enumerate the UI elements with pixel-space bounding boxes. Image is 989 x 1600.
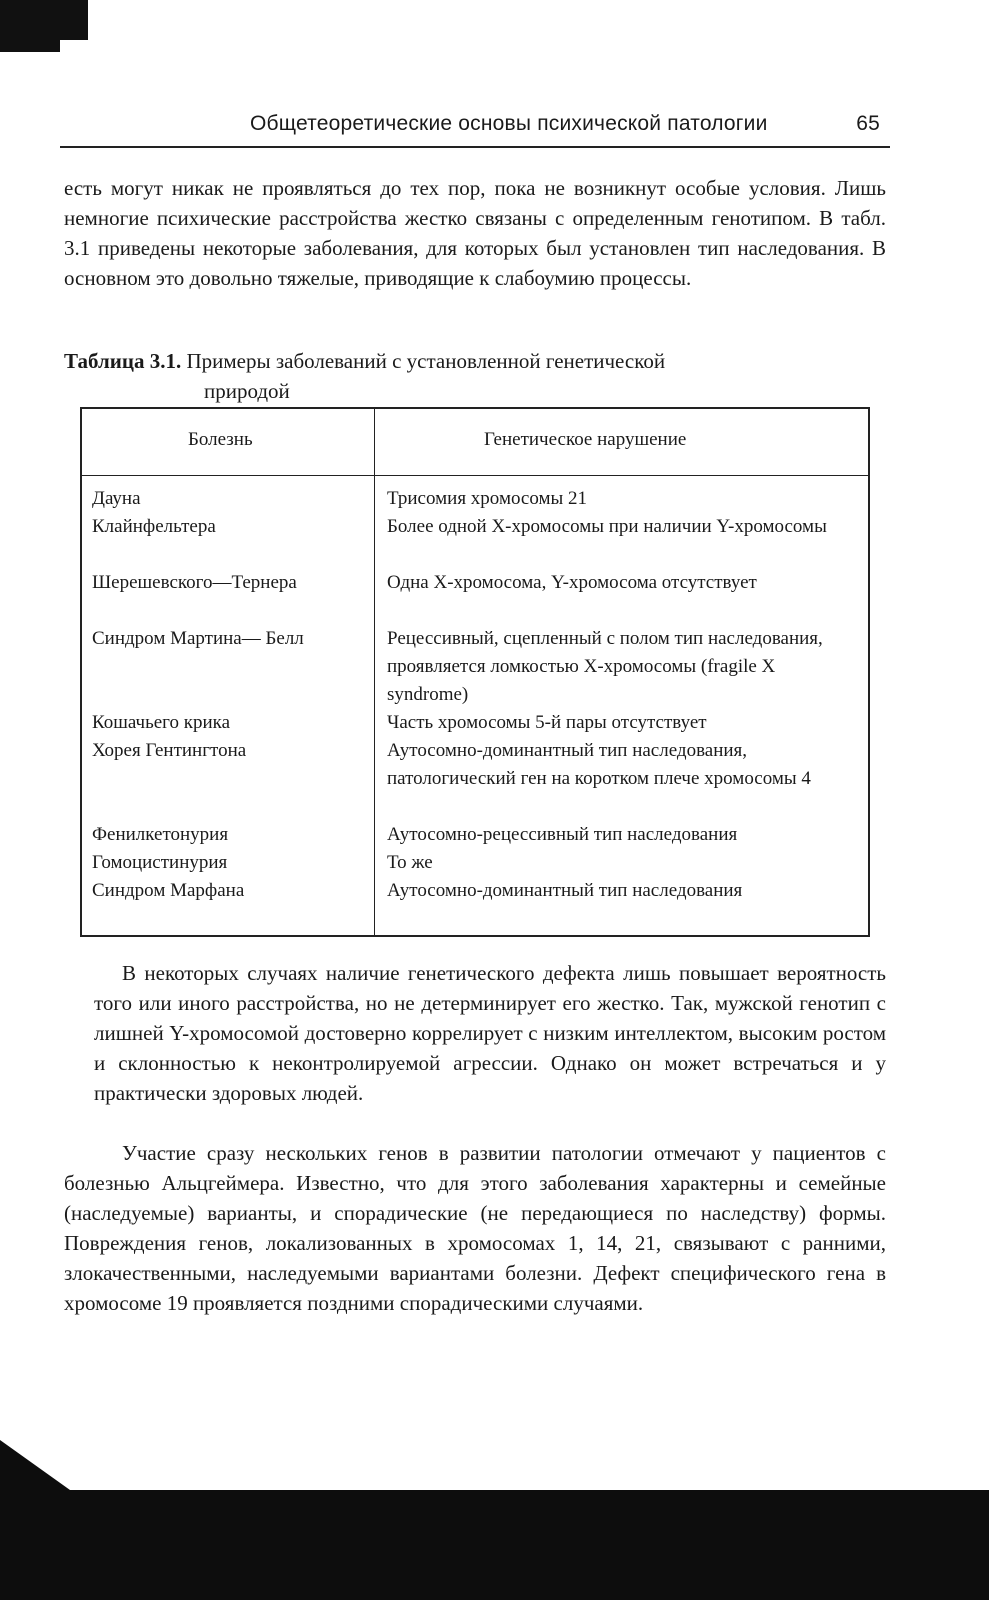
body-paragraph-1: есть могут никак не проявляться до тех пор, пока не возникнут особые условия. Лишь немногие психические расстройства жестко связаны с определенным генотипом. В табл. 3.1 приведены некоторые заболевания, для которых был установлен тип наследования. В основном это довольно тяжелые, приводящие к слабоумию процессы. <box>64 176 886 290</box>
scan-bottom-band <box>0 1490 989 1600</box>
scan-corner-artifact <box>0 0 88 40</box>
defect-cell: Более одной Х-хромосомы при наличии Y-хромосомы <box>387 516 827 537</box>
disease-cell: Синдром Мартина— Белл <box>92 628 304 649</box>
scan-edge-artifact <box>0 1440 70 1490</box>
running-header <box>250 112 880 136</box>
disease-cell: Клайнфельтера <box>92 516 216 537</box>
body-paragraph-3: Участие сразу нескольких генов в развитии патологии отмечают у пациентов с болезнью Альцгеймера. Известно, что для этого заболевания характерны и семейные (наследуемые) варианты, и спорадические (не передающиеся по наследству) формы. Повреждения генов, локализованных в хромосомах 1, 14, 21, связывают с ранними, злокачественными, наследуемыми вариантами болезни. Дефект специфического гена в хромосоме 19 проявляется поздними спорадическими случаями. <box>64 1141 886 1315</box>
table-caption <box>64 346 864 406</box>
table-column-divider <box>374 409 375 935</box>
disease-cell: Шерешевского—Тернера <box>92 572 297 593</box>
table-header-divider <box>82 475 868 476</box>
defect-cell: Рецессивный, сцепленный с полом тип наследования, проявляется ломкостью Х-хромосомы (fragile X syndrome) <box>387 628 823 705</box>
defect-cell: Аутосомно-доминантный тип наследования, патологический ген на коротком плече хромосомы 4 <box>387 740 811 789</box>
table-caption-label: Таблица 3.1. <box>64 349 182 373</box>
disease-cell: Дауна <box>92 488 141 509</box>
defect-cell: Одна Х-хромосома, Y-хромосома отсутствует <box>387 572 757 593</box>
disease-cell: Гомоцистинурия <box>92 852 228 873</box>
page-number: 65 <box>856 112 880 135</box>
defect-cell: Часть хромосомы 5-й пары отсутствует <box>387 712 707 733</box>
header-title: Общетеоретические основы психической патологии <box>250 112 768 135</box>
defect-cell: То же <box>387 852 433 873</box>
defect-cell: Трисомия хромосомы 21 <box>387 488 588 509</box>
table-caption-text: Примеры заболеваний с установленной генетической <box>186 349 666 373</box>
table-header-defect: Генетическое нарушение <box>484 429 687 450</box>
header-rule <box>60 146 890 148</box>
table-caption-text-2: природой <box>204 379 290 403</box>
disease-cell: Фенилкетонурия <box>92 824 229 845</box>
disease-cell: Хорея Гентингтона <box>92 740 247 761</box>
disease-cell: Синдром Марфана <box>92 880 245 901</box>
table-header-disease: Болезнь <box>188 429 253 450</box>
defect-cell: Аутосомно-рецессивный тип наследования <box>387 824 738 845</box>
disease-cell: Кошачьего крика <box>92 712 231 733</box>
defect-cell: Аутосомно-доминантный тип наследования <box>387 880 743 901</box>
genetics-table <box>80 407 870 937</box>
body-paragraph-2: В некоторых случаях наличие генетического дефекта лишь повышает вероятность того или иного расстройства, но не детерминирует его жестко. Так, мужской генотип с лишней Y-хромосомой достоверно коррелирует с низким интеллектом, высоким ростом и склонностью к неконтролируемой агрессии. Однако он может встречаться и у практически здоровых людей. <box>94 961 886 1105</box>
